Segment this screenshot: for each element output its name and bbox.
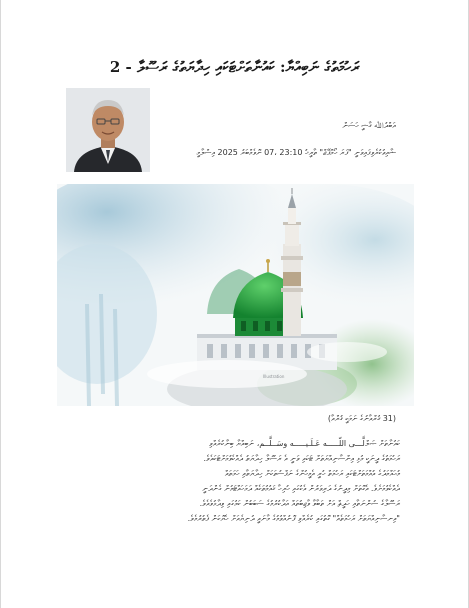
author-photo	[66, 88, 150, 172]
article-body	[61, 436, 400, 526]
author-name[interactable]: އަބްދުﷲ ޤާޟީ ހަސަން	[342, 121, 396, 130]
article-title: ރަހުމަތުގެ ނަބިއްޔާ: ކައުނާތަށްޓަކައި ހިދާޔަތުގެ ރަސޫލާ - 2	[109, 58, 360, 76]
body-line: މުޙައްމަދުގެ އުއްމަތަށްޓަކައި ރަހުމަތް ހުރީ އެމީހުންގެ ނަފްސުތަކަށް ހިދާޔަތާއި ހަމަތައް	[224, 469, 400, 478]
hero-image	[57, 184, 414, 406]
image-credit: Illustration	[263, 374, 285, 379]
body-line: "އިނސާނިއްޔަތަށް ރަހުމަތެއް" ގޮތުގައި ކުރެއްވި ފޮނުއްވުމުގެ މާނައީ ދުނިޔެއަށް ހެޔޮކަން ފެތުރުމެވެ.	[187, 514, 400, 523]
green-dome-mosque-illustration	[57, 184, 414, 406]
body-line: ކައުނާތަށް ޞަލްلَّـــى اللّـــــه عَـلَـيـــــه وسَــلَّــم، ނަބިއްޔާ ބިނާކުރެއްވި	[208, 439, 400, 448]
author-portrait-icon	[66, 88, 150, 172]
body-line: ދެއްކެވުމަށެވެ. އެގޮތަށް މިދީނުގެ ދަރިވަރުން އެކުގައި ހުރިހާ ޤައުމުތަކެއް ދަމަހައްޓަމުން ގެންދަނީ	[202, 484, 400, 493]
image-caption: (31 ޤުރްއާނުގެ ނަމަކީ ޤުރްއާ)	[327, 414, 396, 423]
publish-meta: ޝާއިޢުކުރެވިފައިވަނީ "ފަރަ ހޯމްޕޭޖް" ތާރީޚު 23:10 ،07 ނޮވެމްބަރު 2025 އިސްލާމީ	[196, 148, 396, 157]
body-line: ރަސޫލާގެ ސުންނަތާއި ހަދީޘް އަށް ތަބާވާ ވާޖިބުތައް އަދާކުރުމުގެ ސަބަބުން ކަމުގައި ވިދާޅުވެއެވެ.	[199, 499, 400, 508]
body-line: ރަހުމަތުގެ ދީނަކީ މުޅި އިންސާނިއްޔަތަށް ޓަކައި ވަނީ އެ ރަސޫލާ ހިދާޔަތު ދެއްކެވުމަށްޓަކައެވެ.	[203, 454, 400, 463]
